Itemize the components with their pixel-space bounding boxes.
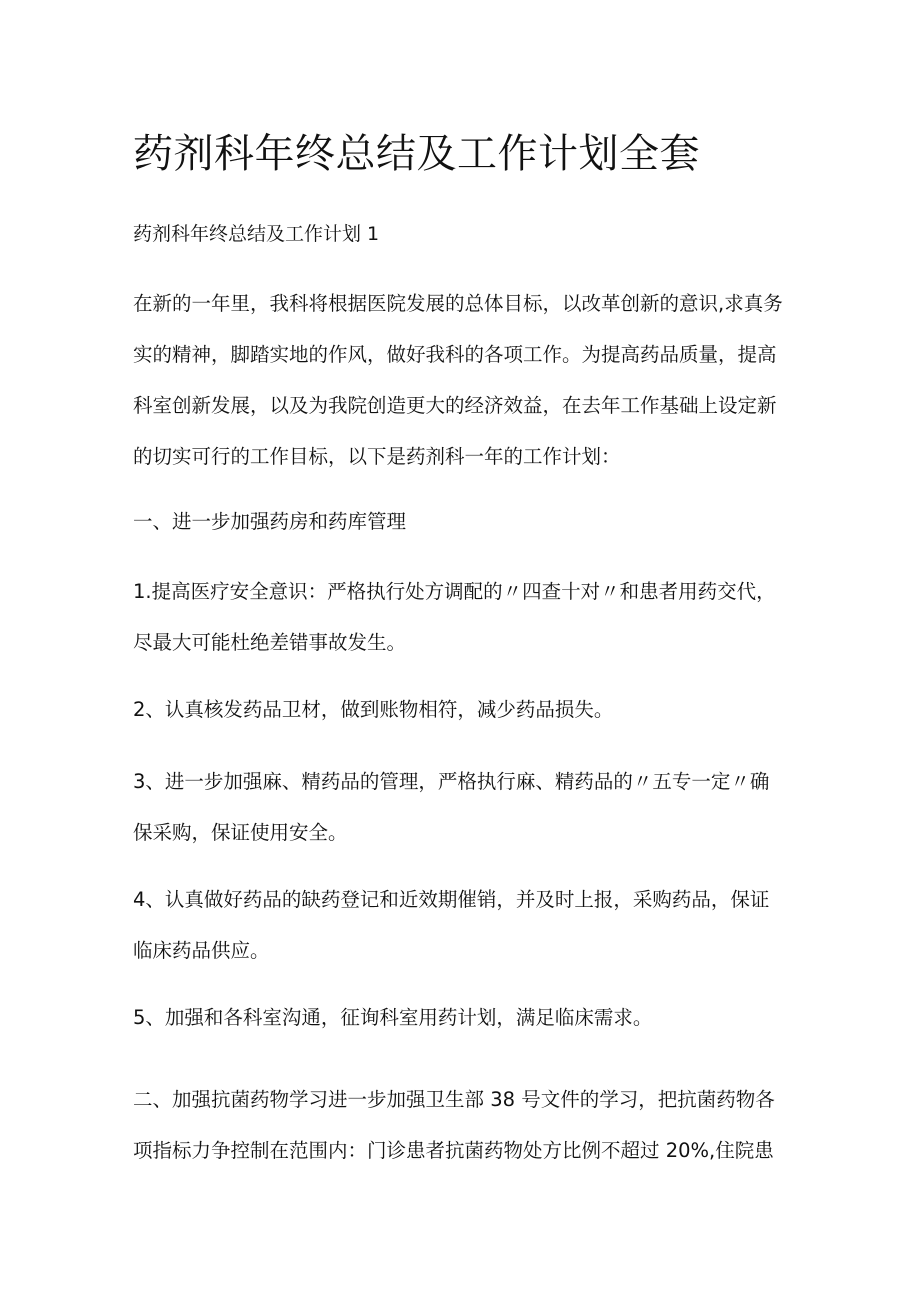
item-4-line-2: 临床药品供应。 xyxy=(133,939,270,962)
document-subtitle: 药剂科年终总结及工作计划 1 xyxy=(133,223,380,245)
item-3-line-1: 3、进一步加强麻、精药品的管理，严格执行麻、精药品的〃五专一定〃确 xyxy=(133,770,770,793)
section-2-paragraph xyxy=(133,1074,798,1176)
item-2-paragraph xyxy=(133,684,798,735)
intro-line-2: 实的精神，脚踏实地的作风，做好我科的各项工作。为提高药品质量，提高 xyxy=(133,343,777,366)
section-1-heading-text: 一、进一步加强药房和药库管理 xyxy=(133,510,407,533)
item-1-line-1: 1.提高医疗安全意识：严格执行处方调配的〃四查十对〃和患者用药交代， xyxy=(133,580,776,603)
item-1-line-2: 尽最大可能杜绝差错事故发生。 xyxy=(133,631,407,654)
intro-paragraph xyxy=(133,278,798,482)
item-4-paragraph xyxy=(133,874,798,976)
document-title: 药剂科年终总结及工作计划全套 xyxy=(133,131,700,177)
section-1-heading xyxy=(133,496,798,547)
item-2-line-1: 2、认真核发药品卫材，做到账物相符，减少药品损失。 xyxy=(133,698,614,721)
intro-line-3: 科室创新发展，以及为我院创造更大的经济效益，在去年工作基础上设定新 xyxy=(133,394,777,417)
section-2-line-2: 项指标力争控制在范围内：门诊患者抗菌药物处方比例不超过 20%,住院患 xyxy=(133,1139,774,1162)
item-3-line-2: 保采购，保证使用安全。 xyxy=(133,821,348,844)
item-1-paragraph xyxy=(133,566,798,668)
intro-line-4: 的切实可行的工作目标，以下是药剂科一年的工作计划： xyxy=(133,445,621,468)
item-3-paragraph xyxy=(133,756,798,858)
item-4-line-1: 4、认真做好药品的缺药登记和近效期催销，并及时上报，采购药品，保证 xyxy=(133,888,770,911)
item-5-line-1: 5、加强和各科室沟通，征询科室用药计划，满足临床需求。 xyxy=(133,1006,653,1029)
item-5-paragraph xyxy=(133,992,798,1043)
section-2-line-1: 二、加强抗菌药物学习进一步加强卫生部 38 号文件的学习，把抗菌药物各 xyxy=(133,1088,775,1111)
intro-line-1: 在新的一年里，我科将根据医院发展的总体目标，以改革创新的意识,求真务 xyxy=(133,292,783,315)
